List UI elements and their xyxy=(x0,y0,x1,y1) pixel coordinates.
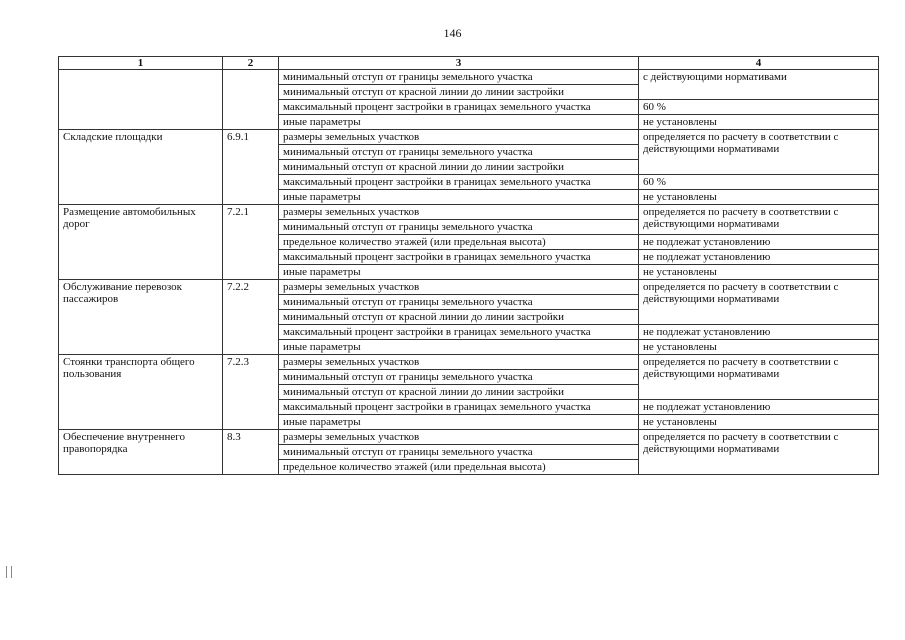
parameter-cell: минимальный отступ от красной линии до линии застройки xyxy=(279,160,639,175)
value-cell: не установлены xyxy=(639,265,879,280)
value-cell: с действующими нормативами xyxy=(639,70,879,100)
parameter-cell: иные параметры xyxy=(279,190,639,205)
use-name-cell: Складские площадки xyxy=(59,130,223,205)
use-code-cell: 7.2.1 xyxy=(223,205,279,280)
table-row xyxy=(59,355,879,370)
parameter-cell: иные параметры xyxy=(279,265,639,280)
parameter-cell: предельное количество этажей (или предельная высота) xyxy=(279,460,639,475)
parameter-cell: иные параметры xyxy=(279,340,639,355)
margin-scan-mark xyxy=(6,566,12,578)
parameter-cell: размеры земельных участков xyxy=(279,355,639,370)
parameter-cell: предельное количество этажей (или предельная высота) xyxy=(279,235,639,250)
value-cell: определяется по расчету в соответствии с действующими нормативами xyxy=(639,280,879,325)
value-cell: не установлены xyxy=(639,415,879,430)
parameter-cell: минимальный отступ от границы земельного участка xyxy=(279,70,639,85)
value-cell: не установлены xyxy=(639,340,879,355)
parameter-cell: размеры земельных участков xyxy=(279,280,639,295)
use-code-cell: 8.3 xyxy=(223,430,279,475)
value-cell: определяется по расчету в соответствии с действующими нормативами xyxy=(639,355,879,400)
parameter-cell: размеры земельных участков xyxy=(279,130,639,145)
parameter-cell: минимальный отступ от границы земельного участка xyxy=(279,295,639,310)
parameters-table xyxy=(58,56,879,475)
use-code-cell: 7.2.3 xyxy=(223,355,279,430)
parameter-cell: максимальный процент застройки в границах земельного участка xyxy=(279,250,639,265)
use-code-cell: 6.9.1 xyxy=(223,130,279,205)
use-name-cell: Размещение автомобильных дорог xyxy=(59,205,223,280)
parameter-cell: минимальный отступ от границы земельного участка xyxy=(279,220,639,235)
table-row xyxy=(59,130,879,145)
header-col-4: 4 xyxy=(639,57,879,70)
table-row xyxy=(59,70,879,85)
use-name-cell: Обеспечение внутреннего правопорядка xyxy=(59,430,223,475)
parameter-cell: максимальный процент застройки в границах земельного участка xyxy=(279,400,639,415)
parameter-cell: размеры земельных участков xyxy=(279,430,639,445)
page-number: 146 xyxy=(443,26,462,40)
parameter-cell: минимальный отступ от красной линии до линии застройки xyxy=(279,310,639,325)
parameter-cell: размеры земельных участков xyxy=(279,205,639,220)
parameter-cell: максимальный процент застройки в границах земельного участка xyxy=(279,100,639,115)
parameter-cell: максимальный процент застройки в границах земельного участка xyxy=(279,175,639,190)
use-name-cell xyxy=(59,70,223,130)
use-code-cell: 7.2.2 xyxy=(223,280,279,355)
parameter-cell: минимальный отступ от границы земельного участка xyxy=(279,370,639,385)
parameter-cell: минимальный отступ от красной линии до линии застройки xyxy=(279,85,639,100)
header-col-3: 3 xyxy=(279,57,639,70)
value-cell: не подлежат установлению xyxy=(639,250,879,265)
parameter-cell: максимальный процент застройки в границах земельного участка xyxy=(279,325,639,340)
table-row xyxy=(59,430,879,445)
value-cell: не подлежат установлению xyxy=(639,400,879,415)
use-code-cell xyxy=(223,70,279,130)
header-col-2: 2 xyxy=(223,57,279,70)
table-header-row xyxy=(59,57,879,70)
table-row xyxy=(59,205,879,220)
table-row xyxy=(59,280,879,295)
use-name-cell: Обслуживание перевозок пассажиров xyxy=(59,280,223,355)
header-col-1: 1 xyxy=(59,57,223,70)
value-cell: определяется по расчету в соответствии с действующими нормативами xyxy=(639,430,879,475)
value-cell: не установлены xyxy=(639,115,879,130)
parameter-cell: минимальный отступ от красной линии до линии застройки xyxy=(279,385,639,400)
value-cell: 60 % xyxy=(639,100,879,115)
parameter-cell: минимальный отступ от границы земельного участка xyxy=(279,145,639,160)
parameter-cell: иные параметры xyxy=(279,115,639,130)
value-cell: определяется по расчету в соответствии с действующими нормативами xyxy=(639,205,879,235)
parameter-cell: минимальный отступ от границы земельного участка xyxy=(279,445,639,460)
value-cell: определяется по расчету в соответствии с действующими нормативами xyxy=(639,130,879,175)
value-cell: не подлежат установлению xyxy=(639,235,879,250)
value-cell: 60 % xyxy=(639,175,879,190)
value-cell: не подлежат установлению xyxy=(639,325,879,340)
value-cell: не установлены xyxy=(639,190,879,205)
parameter-cell: иные параметры xyxy=(279,415,639,430)
use-name-cell: Стоянки транспорта общего пользования xyxy=(59,355,223,430)
